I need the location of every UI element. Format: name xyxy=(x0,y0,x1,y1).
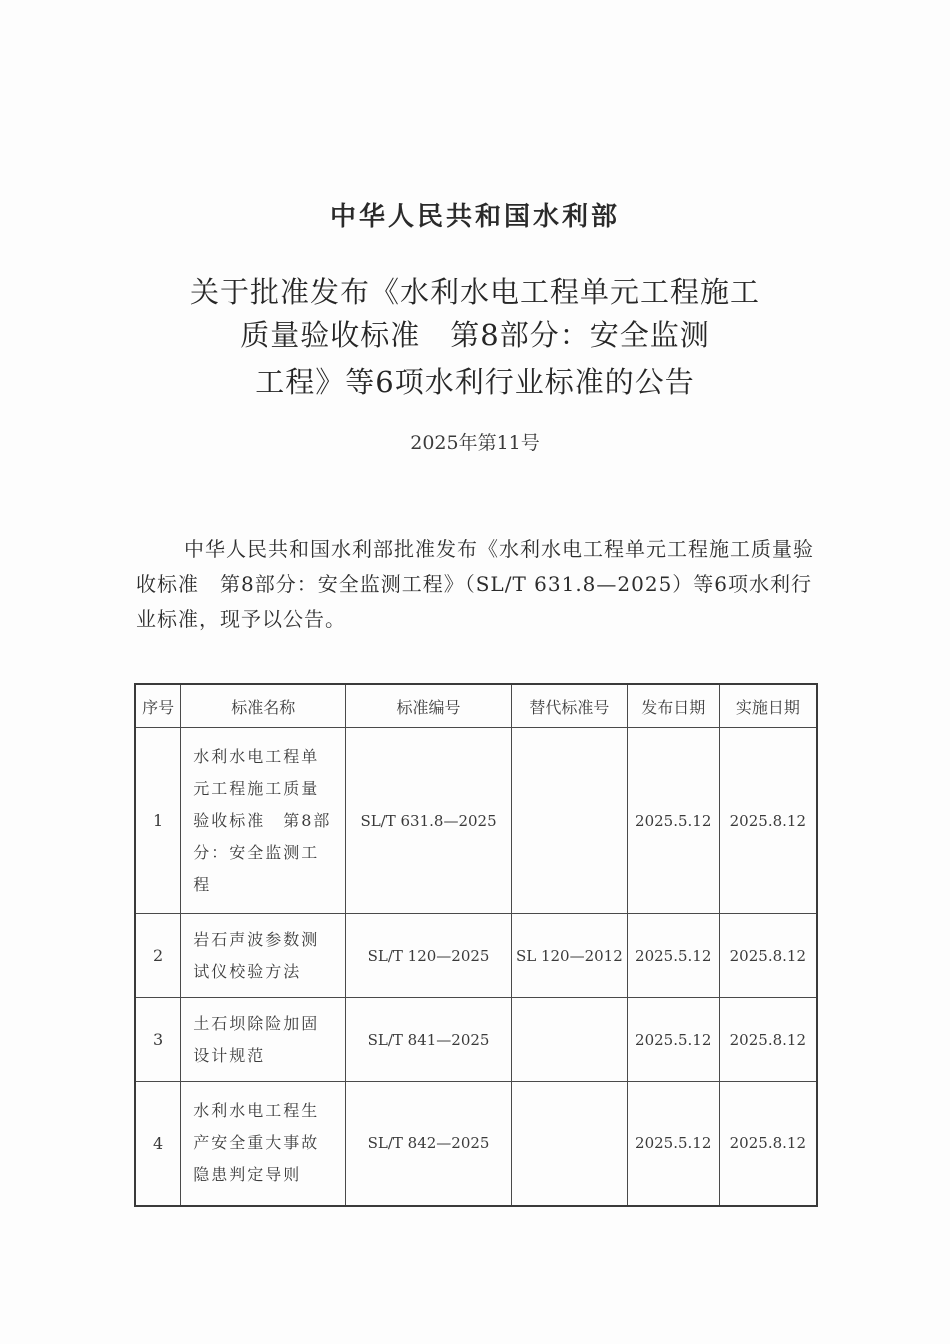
cell-standard-code: SL/T 842—2025 xyxy=(346,1082,512,1206)
table-row xyxy=(135,998,817,1082)
cell-effective-date: 2025.8.12 xyxy=(719,998,817,1082)
table-row xyxy=(135,1082,817,1206)
cell-serial: 1 xyxy=(135,728,181,914)
announcement-title-line-2: 质量验收标准 第8部分：安全监测 xyxy=(240,318,710,352)
announcement-title-line-3: 工程》等6项水利行业标准的公告 xyxy=(255,365,695,399)
header-serial: 序号 xyxy=(135,684,181,728)
header-publish-date: 发布日期 xyxy=(627,684,719,728)
cell-standard-name: 岩石声波参数测试仪校验方法 xyxy=(181,914,346,998)
header-standard-code: 标准编号 xyxy=(346,684,512,728)
cell-publish-date: 2025.5.12 xyxy=(627,728,719,914)
header-replaced-code: 替代标准号 xyxy=(511,684,627,728)
cell-standard-name: 水利水电工程单元工程施工质量验收标准 第8部分：安全监测工程 xyxy=(181,728,346,914)
standards-table xyxy=(134,683,818,1207)
cell-replaced-code: SL 120—2012 xyxy=(511,914,627,998)
cell-replaced-code xyxy=(511,998,627,1082)
cell-standard-code: SL/T 120—2025 xyxy=(346,914,512,998)
announcement-title-line-1: 关于批准发布《水利水电工程单元工程施工 xyxy=(189,275,760,309)
issuing-ministry: 中华人民共和国水利部 xyxy=(329,202,620,232)
cell-publish-date: 2025.5.12 xyxy=(627,998,719,1082)
cell-serial: 3 xyxy=(135,998,181,1082)
table-header-row xyxy=(135,684,817,728)
cell-standard-name: 水利水电工程生产安全重大事故隐患判定导则 xyxy=(181,1082,346,1206)
header-standard-name: 标准名称 xyxy=(181,684,346,728)
issue-number: 2025年第11号 xyxy=(410,432,540,454)
cell-replaced-code xyxy=(511,728,627,914)
cell-effective-date: 2025.8.12 xyxy=(719,1082,817,1206)
header-effective-date: 实施日期 xyxy=(719,684,817,728)
cell-serial: 2 xyxy=(135,914,181,998)
cell-replaced-code xyxy=(511,1082,627,1206)
cell-publish-date: 2025.5.12 xyxy=(627,914,719,998)
cell-standard-name: 土石坝除险加固设计规范 xyxy=(181,998,346,1082)
table-row xyxy=(135,728,817,914)
cell-standard-code: SL/T 631.8—2025 xyxy=(346,728,512,914)
cell-serial: 4 xyxy=(135,1082,181,1206)
cell-effective-date: 2025.8.12 xyxy=(719,728,817,914)
cell-publish-date: 2025.5.12 xyxy=(627,1082,719,1206)
cell-standard-code: SL/T 841—2025 xyxy=(346,998,512,1082)
table-row xyxy=(135,914,817,998)
announcement-paragraph: 中华人民共和国水利部批准发布《水利水电工程单元工程施工质量验收标准 第8部分：安全监测工程》（SL/T 631.8—2025）等6项水利行业标准，现予以公告。 xyxy=(136,537,814,631)
cell-effective-date: 2025.8.12 xyxy=(719,914,817,998)
